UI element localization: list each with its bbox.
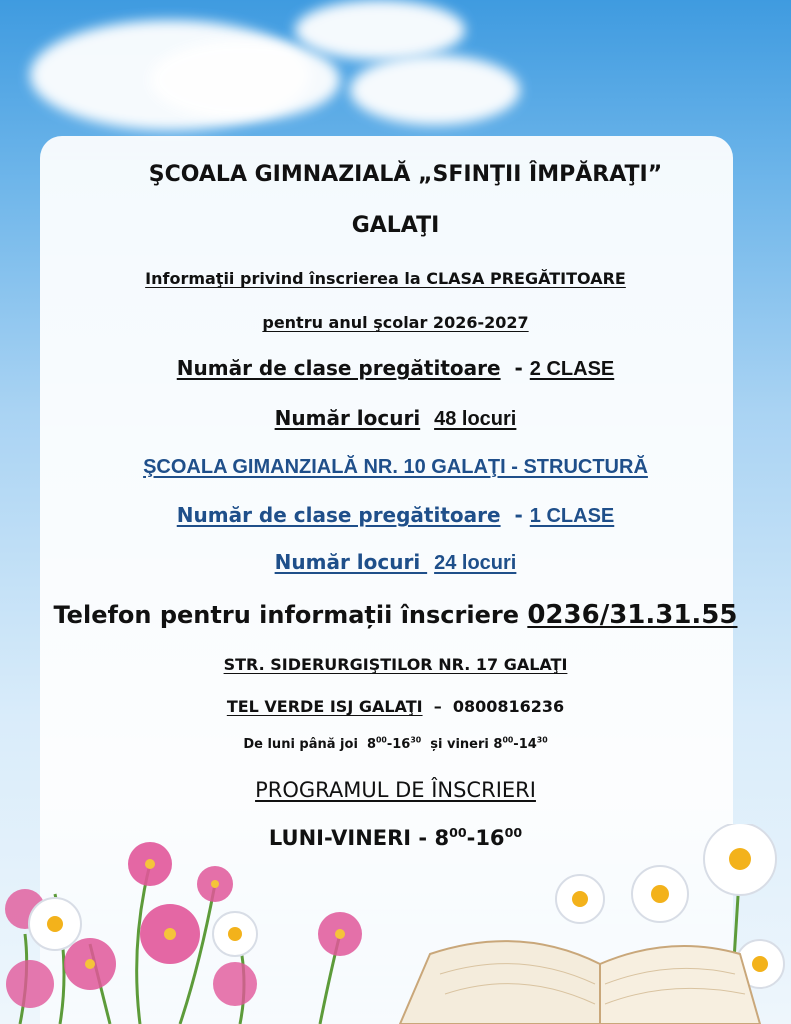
- flowers-illustration: [0, 824, 791, 1024]
- program-hours-part: -16: [466, 826, 505, 850]
- green-line-number[interactable]: 0800816236: [452, 697, 565, 716]
- schedule-sup: 00: [376, 735, 387, 745]
- green-line: [0, 697, 791, 716]
- program-hours-sup: 00: [449, 825, 467, 840]
- schedule-part: -16: [386, 737, 411, 752]
- main-places-label: Număr locuri: [274, 406, 421, 430]
- main-classes-sep: -: [500, 356, 530, 380]
- school-title: [0, 162, 791, 187]
- schedule-sup: 30: [410, 735, 422, 745]
- school-title-text: ŞCOALA GIMNAZIALĂ „SFINŢII ÎMPĂRAŢI”: [148, 162, 663, 187]
- schedule-sup: 00: [502, 735, 514, 745]
- green-line-label: TEL VERDE ISJ GALAŢI: [226, 697, 423, 716]
- schedule-line: [0, 737, 791, 752]
- city-text: GALAŢI: [351, 213, 440, 238]
- phone-label: Telefon pentru informații înscriere: [53, 601, 519, 629]
- main-places: [0, 406, 791, 431]
- program-hours-sup: 00: [504, 825, 523, 840]
- structure-classes-sep: -: [500, 503, 530, 527]
- structure-title: [0, 456, 791, 479]
- school-year: [0, 313, 791, 332]
- phone-line: [0, 600, 791, 630]
- structure-title-text: ŞCOALA GIMANZIALĂ NR. 10 GALAŢI - STRUCTURĂ: [143, 456, 648, 478]
- cloud-decoration: [150, 40, 340, 120]
- program-title-text: PROGRAMUL DE ÎNSCRIERI: [255, 778, 536, 802]
- info-line-text: Informaţii privind înscrierea la CLASA PREGĂTITOARE: [145, 269, 626, 288]
- program-hours-prefix: LUNI-VINERI - 8: [268, 826, 450, 850]
- structure-places: [0, 550, 791, 575]
- structure-places-value: 24 locuri: [434, 552, 517, 574]
- schedule-prefix: De luni până joi 8: [243, 737, 376, 752]
- main-classes-value: 2 CLASE: [529, 358, 615, 380]
- school-year-text: pentru anul şcolar 2026-2027: [262, 313, 529, 332]
- main-classes-label: Număr de clase pregătitoare: [176, 356, 501, 380]
- program-title: [0, 778, 791, 802]
- structure-places-label: Număr locuri: [274, 550, 428, 574]
- structure-classes-label: Număr de clase pregătitoare: [176, 503, 501, 527]
- cloud-decoration: [295, 0, 465, 60]
- schedule-part: -14: [513, 737, 537, 752]
- main-classes: [0, 356, 791, 381]
- green-line-dash: –: [422, 697, 453, 716]
- phone-number[interactable]: 0236/31.31.55: [527, 600, 738, 630]
- structure-classes: [0, 503, 791, 528]
- open-book-icon: [400, 941, 760, 1024]
- schedule-sup: 30: [536, 735, 548, 745]
- info-line: [0, 269, 791, 288]
- structure-classes-value: 1 CLASE: [529, 505, 615, 527]
- address-line: [0, 655, 791, 674]
- schedule-part: și vineri 8: [421, 737, 503, 752]
- city-title: [0, 213, 791, 238]
- main-places-value: 48 locuri: [434, 408, 517, 430]
- address-text: STR. SIDERURGIŞTILOR NR. 17 GALAŢI: [223, 655, 568, 674]
- cloud-decoration: [350, 55, 520, 125]
